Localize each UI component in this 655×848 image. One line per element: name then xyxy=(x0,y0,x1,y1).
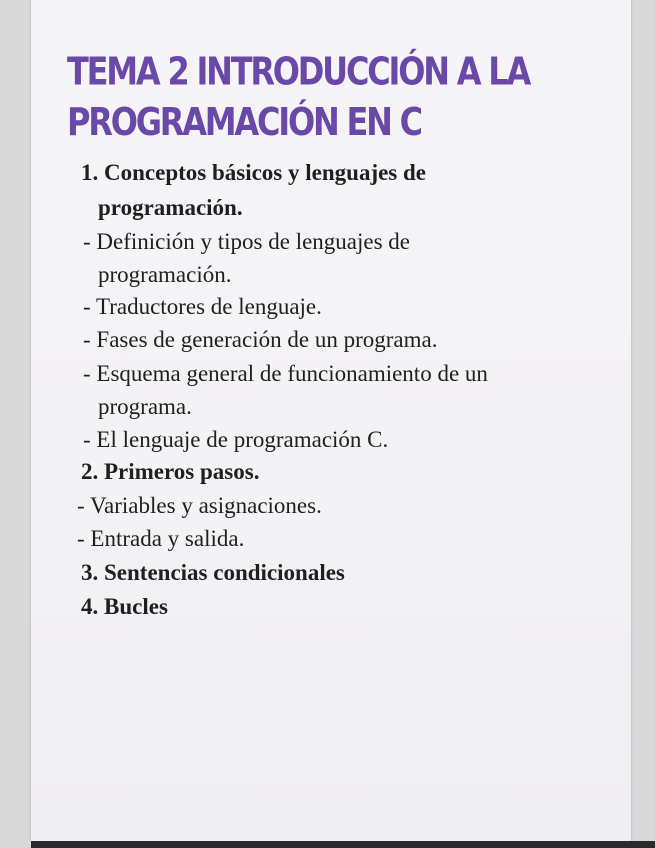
section-1-heading-cont: programación. xyxy=(98,195,243,220)
section-2-heading: 2. Primeros pasos. xyxy=(81,459,260,484)
list-item-lenguaje-c: - El lenguaje de programación C. xyxy=(83,427,389,452)
title-line-2: PROGRAMACIÓN EN C xyxy=(67,98,421,145)
section-3-heading: 3. Sentencias condicionales xyxy=(81,560,345,585)
list-item-fases: - Fases de generación de un programa. xyxy=(83,327,438,352)
list-item-definicion: - Definición y tipos de lenguajes de xyxy=(83,229,411,254)
list-item-entrada-salida: - Entrada y salida. xyxy=(77,526,245,551)
list-item-definicion-cont: programación. xyxy=(98,262,232,287)
title-line-1: TEMA 2 INTRODUCCIÓN A LA xyxy=(67,48,530,94)
section-1-heading: 1. Conceptos básicos y lenguajes de xyxy=(81,160,427,185)
scan-bottom-edge xyxy=(31,841,655,848)
list-item-variables: - Variables y asignaciones. xyxy=(77,493,322,518)
list-item-esquema-cont: programa. xyxy=(98,394,192,419)
list-item-esquema: - Esquema general de funcionamiento de un xyxy=(83,361,488,386)
document-page xyxy=(31,0,631,841)
list-item-traductores: - Traductores de lenguaje. xyxy=(83,294,322,319)
section-4-heading: 4. Bucles xyxy=(81,594,168,619)
page-title xyxy=(67,46,607,147)
